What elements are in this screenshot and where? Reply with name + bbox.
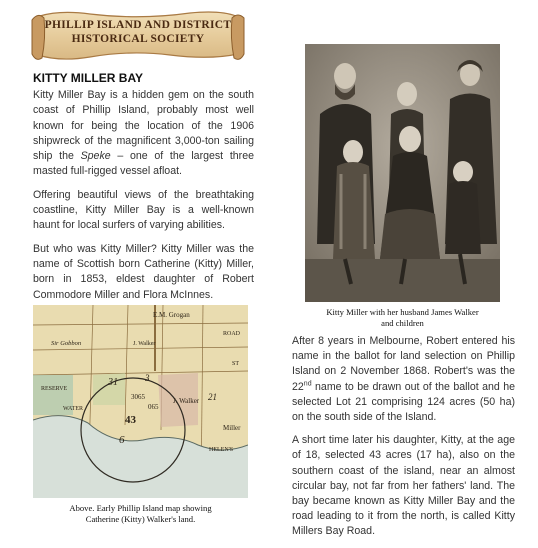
photo-caption-line1: Kitty Miller with her husband James Walker <box>326 307 479 317</box>
map-label-lot-31: 31 <box>108 377 118 388</box>
photo-caption-line2: and children <box>381 318 424 328</box>
map-label-reserve: RESERVE <box>41 386 68 392</box>
ship-name: Speke <box>80 150 111 163</box>
map-label-lot-6: 6 <box>119 434 125 446</box>
historic-map <box>33 305 248 498</box>
ballot-text-end: name to be drawn out of the ballot and he selected Lot 21 comprising 124 acres (50 ha) on the south side of the Island. <box>292 380 515 424</box>
map-label-acres-2: 065 <box>148 403 159 411</box>
society-name-line1: PHILLIP ISLAND AND DISTRICT <box>44 19 232 31</box>
paragraph-intro <box>33 88 254 180</box>
map-label-walker-1: J. Walker <box>133 341 156 347</box>
map-label-helens: HELEN'S <box>209 447 234 453</box>
map-label-street: ST <box>232 361 240 367</box>
intro-text-start: Kitty Miller Bay is a hidden gem on the south coast of Phillip Island, probably most well known for being the location of the 1906 shipwreck of the magnificent 3,000-ton sailing ship the <box>33 89 254 163</box>
paragraph-views: Offering beautiful views of the breathtaking coastline, Kitty Miller Bay is a well-known haunt for local surfers of varying abilities. <box>33 188 254 232</box>
ordinal-suffix: nd <box>303 380 312 388</box>
map-caption <box>33 503 248 525</box>
map-caption-line1: Above. Early Phillip Island map showing <box>69 503 212 513</box>
ballot-text-start: After 8 years in Melbourne, Robert entered his name in the ballot for land selection on Phillip Island on 2 November 1868. Robert's was the 22 <box>292 335 515 393</box>
map-label-lot-21: 21 <box>208 392 217 402</box>
map-label-miller: Miller <box>223 424 241 432</box>
left-column <box>33 88 254 311</box>
map-label-water: WATER <box>63 406 83 412</box>
article-title: KITTY MILLER BAY <box>33 71 144 85</box>
right-column <box>292 334 515 548</box>
society-name-line2: HISTORICAL SOCIETY <box>71 33 205 45</box>
society-name <box>30 18 246 46</box>
map-label-gobbon: Sir Gobbon <box>51 340 82 347</box>
map-label-grogan: E.M. Grogan <box>153 311 190 319</box>
map-label-lot-3: 3 <box>145 373 150 383</box>
map-caption-line2: Catherine (Kitty) Walker's land. <box>85 514 196 524</box>
paragraph-ballot <box>292 334 515 425</box>
map-label-lot-43: 43 <box>125 414 136 426</box>
map-label-road: ROAD <box>223 331 241 337</box>
paragraph-who: But who was Kitty Miller? Kitty Miller was the name of Scottish born Catherine (Kitty) Miller, born in 1853, eldest daughter of Robert Commodore Miller and Flora McInnes. <box>33 242 254 301</box>
paragraph-kitty-selection: A short time later his daughter, Kitty, at the age of 18, selected 43 acres (17 ha), also on the southern coast of the island, near an almost circular bay, not far from her fathers' land. The bay became known as Kitty Miller Bay and the road leading to it from the north, is called Kitty Millers Bay Road. <box>292 434 515 538</box>
intro-text-end: – one of the largest three masted full-rigged vessel afloat. <box>33 150 254 178</box>
map-label-acres-1: 3065 <box>131 393 145 401</box>
family-photo <box>305 44 500 302</box>
map-label-walker-2: J. Walker <box>173 397 200 405</box>
photo-caption <box>305 307 500 329</box>
